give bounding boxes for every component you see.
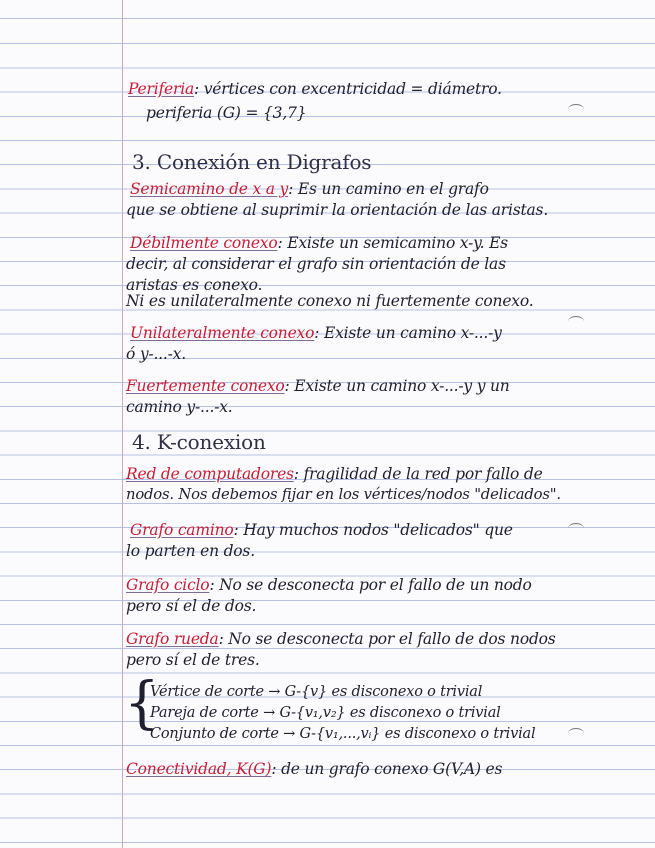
note-line-fuertemente [126, 377, 510, 395]
cut-line-pareja: Pareja de corte → G-{v₁,v₂} es disconexo o trivial [150, 705, 501, 721]
term-red-computadores: Red de computadores [126, 465, 294, 483]
note-line-grafo-ciclo [126, 576, 532, 594]
term-periferia: Periferia [128, 80, 194, 98]
note-line-periferia [128, 80, 502, 98]
note-line: pero sí el de tres. [126, 651, 260, 669]
term-unilateralmente-conexo: Unilateralmente conexo [130, 324, 315, 342]
note-line: ó y-...-x. [126, 345, 186, 363]
definition-text: : Es un camino en el grafo [288, 180, 489, 198]
term-semicamino: Semicamino de x a y [130, 180, 289, 198]
note-line: aristas es conexo. [126, 276, 263, 294]
note-line-debilmente [130, 234, 508, 252]
term-conectividad: Conectividad, K(G) [126, 760, 272, 778]
definition-text: : de un grafo conexo G(V,A) es [271, 760, 503, 778]
definition-text: : vértices con excentricidad = diámetro. [194, 80, 502, 98]
ring-hole-2 [568, 316, 584, 327]
note-line-red-computadores [126, 465, 543, 483]
margin-line [122, 0, 123, 848]
note-line: camino y-...-x. [126, 398, 233, 416]
note-line: pero sí el de dos. [126, 597, 257, 615]
definition-text: : No se desconecta por el fallo de un nodo [209, 576, 532, 594]
term-fuertemente-conexo: Fuertemente conexo [126, 377, 285, 395]
note-line: decir, al considerar el grafo sin orientación de las [126, 255, 506, 273]
definition-text: : No se desconecta por el fallo de dos nodos [218, 630, 556, 648]
definition-text: : Existe un semicamino x-y. Es [277, 234, 508, 252]
ring-hole-4 [568, 728, 584, 739]
section-heading-conexion-digrafos: 3. Conexión en Digrafos [132, 150, 372, 174]
curly-brace-icon: { [124, 671, 160, 736]
note-line-conectividad [126, 760, 502, 778]
note-line-semicamino [130, 180, 489, 198]
note-line: nodos. Nos debemos fijar en los vértices/nodos "delicados". [126, 486, 561, 503]
definition-text: : Existe un camino x-...-y y un [284, 377, 510, 395]
ring-hole-3 [568, 523, 584, 534]
note-line-grafo-rueda [126, 630, 556, 648]
note-line: que se obtiene al suprimir la orientación de las aristas. [126, 201, 549, 219]
note-line-grafo-camino [130, 521, 513, 539]
note-line: lo parten en dos. [126, 542, 255, 560]
definition-text: : Hay muchos nodos "delicados" que [233, 521, 513, 539]
term-grafo-ciclo: Grafo ciclo [126, 576, 210, 594]
definition-text: : Existe un camino x-...-y [314, 324, 502, 342]
term-grafo-rueda: Grafo rueda [126, 630, 219, 648]
term-debilmente-conexo: Débilmente conexo [130, 234, 278, 252]
note-line-unilateral [130, 324, 502, 342]
note-line: periferia (G) = {3,7} [146, 104, 307, 122]
cut-line-conjunto: Conjunto de corte → G-{v₁,...,vᵢ} es disconexo o trivial [150, 726, 536, 742]
note-line: Ni es unilateralmente conexo ni fuertemente conexo. [126, 292, 534, 310]
definition-text: : fragilidad de la red por fallo de [293, 465, 543, 483]
section-heading-k-conexion: 4. K-conexion [132, 430, 266, 454]
term-grafo-camino: Grafo camino [130, 521, 234, 539]
cut-line-vertice: Vértice de corte → G-{v} es disconexo o trivial [150, 684, 483, 700]
ring-hole-1 [568, 104, 584, 115]
